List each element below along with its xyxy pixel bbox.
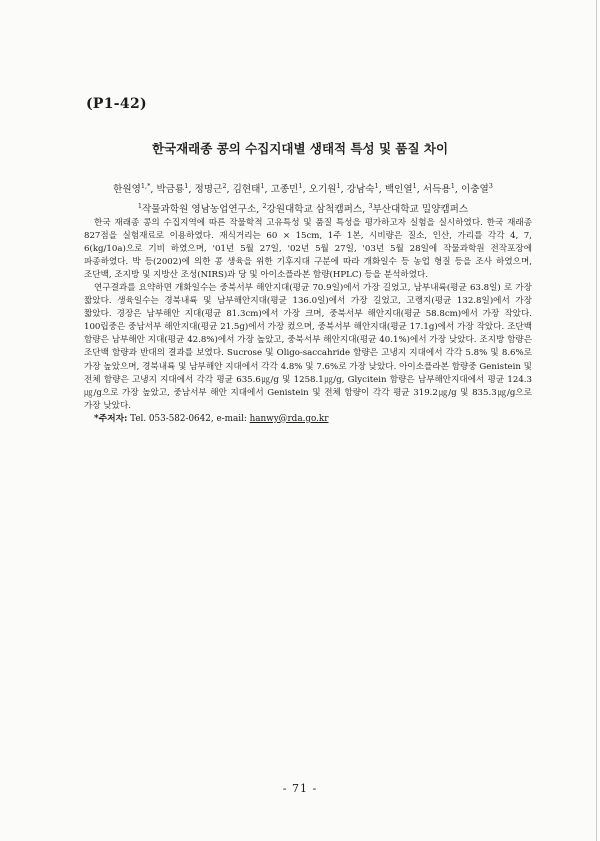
author: 이충열$^3$	[460, 182, 493, 195]
author: 한원영$^{1,*}$	[113, 182, 151, 195]
author: 서득용$^1$	[422, 182, 455, 195]
abstract-paragraph-results: 연구결과를 요약하면 개화일수는 중북서부 해안지대(평균 70.9일)에서 가장 길었고, 남부내륙(평균 63.8일) 로 가장 짧았다. 생육일수는 경북내륙 및 남부해안지대(평균 136.0일)에서 가장 길었고, 고랭지(평균 132.8일)에서 가장 짧았다. 경장은 남부해안 지대(평균 81.3cm)에서 가장 크며, 중북서부 해안지대(평균 58.8cm)에서 가장 작았다. 100립중은 중남서부 해안지대(평균 21.5g)에서 가장 컸으며, 중북서부 해안지대(평균 17.1g)에서 가장 작았다. 조단백 함량은 남부해안 지대(평균 42.8%)에서 가장 높았고, 중북서부 해안지대(평균 40.1%)에서 가장 낮았다. 조지방 함량은 조단백 함량과 반대의 결과를 보였다. Sucrose 및 Oligo-saccahride 함량은 고냉지 지대에서 각각 5.8% 및 8.6%로 가장 높았으며, 경북내륙 및 남부해안 지대에서 각각 4.8% 및 7.6%로 가장 낮았다. 아이소플라본 함량중 Genistein 및 전체 함량은 고냉지 지대에서 각각 평균 635.6㎍/g 및 1258.1㎍/g, Glycitein 함량은 남부해안지대에서 평균 124.3㎍/g으로 가장 높았고, 중남서부 해안 지대에서 Genistein 및 전체 함량이 각각 평균 319.2㎍/g 및 835.3㎍/g으로 가장 낮았다.	[84, 283, 532, 411]
affiliation-list: $^1$작물과학원 영남농업연구소, $^2$강원대학교 삼척캠퍼스, $^3$부산대학교 밀양캠퍼스	[137, 202, 469, 215]
contact-email-label: e-mail:	[216, 413, 247, 424]
page-edge	[596, 0, 597, 841]
author: 고종민$^1$	[270, 182, 303, 195]
affiliation: $^2$강원대학교 삼척캠퍼스	[262, 202, 363, 215]
page-number: - 71 -	[282, 782, 318, 795]
contact-tel: Tel. 053-582-0642,	[130, 413, 214, 424]
author: 강남숙$^1$	[346, 182, 379, 195]
author: 박금룡$^1$	[156, 182, 189, 195]
corresponding-author-contact	[84, 413, 532, 426]
abstract-body	[84, 217, 532, 426]
affiliation: $^3$부산대학교 밀양캠퍼스	[368, 202, 469, 215]
author: 백인열$^1$	[384, 182, 417, 195]
author-list: 한원영$^{1,*}$, 박금룡$^1$, 정명근$^2$, 김현태$^1$, 고종민$^1$, 오기원$^1$, 강남숙$^1$, 백인열$^1$, 서득용$^1$, 이충열$^3$	[113, 182, 493, 195]
contact-email-link[interactable]: hanwy@rda.go.kr	[249, 413, 329, 424]
author: 오기원$^1$	[308, 182, 341, 195]
paper-title: 한국재래종 콩의 수집지대별 생태적 특성 및 품질 차이	[151, 141, 449, 156]
contact-label: *주저자:	[94, 413, 128, 424]
authors-block	[84, 178, 522, 218]
abstract-code: (P1-42)	[86, 96, 147, 112]
affiliation: $^1$작물과학원 영남농업연구소	[137, 202, 257, 215]
author: 김현태$^1$	[232, 182, 265, 195]
author: 정명근$^2$	[194, 182, 227, 195]
abstract-paragraph-methods: 한국 재래종 콩의 수집지역에 따른 작물학적 고유특성 및 품질 특성을 평가하고자 실험을 실시하였다. 한국 재래종 827점을 실험재료로 이용하였다. 재식거리는 60 × 15cm, 1주 1본, 시비량은 질소, 인산, 가리를 각각 4, 7, 6(kg/10a)으로 기비 하였으며, '01년 5월 27일, '02년 5월 27일, '03년 5월 28일에 작물과학원 전작포장에 파종하였다. 박 등(2002)에 의한 콩 생육을 위한 기후지대 구분에 따라 개화일수 등 농업 형질 등을 조사 하였으며, 조단백, 조지방 및 지방산 조성(NIRS)과 당 및 아이소플라본 함량(HPLC) 등을 분석하였다.	[84, 218, 532, 281]
